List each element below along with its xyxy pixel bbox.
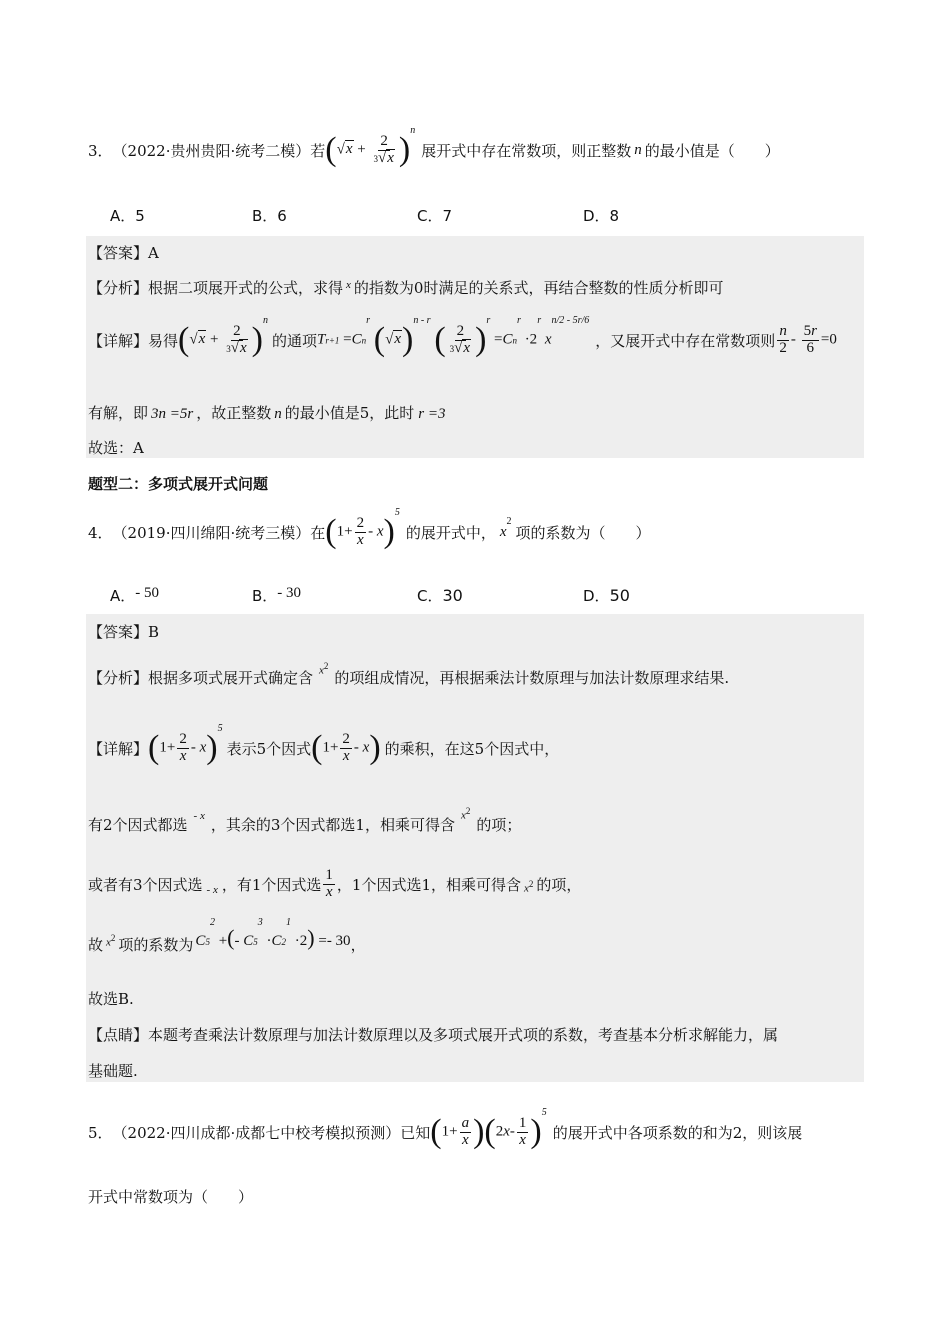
q4-detail-a: 【详解】	[88, 739, 149, 758]
section-title: 题型二：多项式展开式问题	[88, 475, 269, 493]
q4-polynomial-formula: (1+ $\frac{2}{x}$ - x)$^5$	[325, 507, 400, 550]
q4-option-a-label: A．	[110, 587, 136, 605]
q4-line-b-frac: $\frac{1}{x}$	[325, 866, 333, 900]
q4-answer: 【答案】B	[88, 623, 160, 641]
q4-option-d-value: 50	[609, 586, 630, 605]
q4-detail	[88, 718, 559, 778]
q3-detail-tail: ，又展开式中存在常数项则	[595, 331, 776, 350]
q4-option-d[interactable]	[583, 585, 630, 606]
q4-source: （2019·四川绵阳·统考三模）在	[112, 523, 326, 542]
q3-source: （2022·贵州贵阳·统考二模）若	[112, 141, 326, 160]
q3-stem-after: 展开式中存在常数项，则正整数	[421, 141, 632, 160]
q4-option-c-value: 30	[442, 586, 463, 605]
q4-analysis-a: 【分析】根据多项式展开式确定含	[88, 668, 314, 687]
q4-line-a2: ，其余的3个因式都选1，相乘可得含	[210, 815, 455, 834]
q4-number: 4．	[88, 523, 113, 542]
q3-detail	[88, 312, 837, 368]
q4-line-b2: ，有1个因式选	[221, 875, 322, 894]
q3-analysis-x: x	[346, 279, 351, 291]
q3-stem-tail: 的最小值是（ ）	[644, 141, 780, 160]
q4-stem-tail: 项的系数为（ ）	[515, 523, 651, 542]
q3-option-d[interactable]: D．8	[583, 207, 620, 225]
q4-option-b-label: B．	[252, 587, 278, 605]
q5-stem-after: 的展开式中各项系数的和为2，则该展	[552, 1123, 803, 1142]
q3-detail-mid: 的通项	[271, 331, 317, 350]
q4-comment-line1: 【点睛】本题考查乘法计数原理与加法计数原理以及多项式展开式项的系数，考查基本分析求解能力，属	[88, 1026, 779, 1044]
q4-stem	[88, 502, 651, 562]
q4-line-c-x2: $x^2$	[106, 933, 116, 949]
q3-option-a[interactable]: A．5	[110, 207, 145, 225]
q3-detail-binomial: (√x + $\frac{2}{3√x}$ )$^n$	[178, 315, 268, 358]
q3-detail-line2	[88, 402, 446, 423]
q3-line2-a: 有解，即	[88, 404, 149, 422]
q3-choose: 故选：A	[88, 439, 144, 457]
q4-detail-c: 的乘积，在这5个因式中，	[384, 739, 560, 758]
q5-stem	[88, 1102, 802, 1162]
q3-eq-3n: 3n =5r	[151, 406, 194, 422]
q4-line-c1: 故	[88, 935, 104, 954]
q4-option-a-value: - 50	[135, 585, 160, 601]
q4-option-c-label: C．	[417, 587, 443, 605]
q3-n-var: n	[634, 141, 642, 158]
q3-analysis-head: 【分析】根据二项展开式的公式，求得	[88, 279, 344, 297]
q5-stem-line2: 开式中常数项为（ ）	[88, 1188, 254, 1206]
q4-choose: 故选B.	[88, 990, 134, 1008]
q3-general-term-formula: $Tr+1 =Cn^r$ $(√x)^{n - r}$ ( $\frac{2}{3√x}$ )$^r =Cn^r \cdot 2^r$ $x^{n/2 - 5r/6}$	[316, 315, 590, 358]
q3-option-b[interactable]: B．6	[252, 207, 287, 225]
q4-comment-line2: 基础题.	[88, 1062, 138, 1080]
q4-option-c[interactable]	[417, 585, 463, 606]
q4-detail-formula-1: (1+ $\frac{2}{x}$ - x)$^5$	[148, 723, 223, 766]
q4-line-a-x2: $x^2$	[460, 806, 471, 822]
q3-binomial-formula: (√x + $\frac{2}{3√x}$ )$^n$	[325, 125, 416, 168]
q3-exponent-equation: $\frac{n}{2}$ - $\frac{5r}{6}$ =0	[779, 322, 837, 356]
q4-line-b-minus-x: - x	[206, 884, 218, 896]
q5-source: （2022·四川成都·成都七中校考模拟预测）已知	[112, 1123, 431, 1142]
q3-analysis-tail: 的指数为0时满足的关系式，再结合整数的性质分析即可	[353, 279, 724, 297]
q4-line-b1: 或者有3个因式选	[88, 875, 203, 894]
q4-option-b-value: - 30	[277, 585, 302, 601]
q4-option-b[interactable]	[252, 585, 301, 606]
q4-line-b-x2: $x^2$	[524, 879, 534, 895]
q5-number: 5．	[88, 1123, 113, 1142]
q4-x2-term: $x^2$	[499, 515, 512, 540]
q4-line-c2: 项的系数为	[118, 935, 194, 954]
q4-stem-after: 的展开式中，	[405, 523, 496, 542]
q4-line-b	[88, 862, 581, 906]
q4-analysis	[88, 662, 729, 692]
q4-coefficient-formula: $C5^2$ +(- $C5^3 \cdot C2^1 \cdot 2) =- 30$	[195, 917, 351, 950]
q3-line2-n: n	[274, 406, 282, 422]
q4-line-b3: ，1个因式选1，相乘可得含	[336, 875, 521, 894]
q3-line2-c: 的最小值是5，此时	[284, 404, 415, 422]
q3-analysis	[88, 277, 723, 298]
q5-product-formula: (1+ $\frac{a}{x}$ )(2x- $\frac{1}{x}$ )$^5$	[430, 1107, 547, 1150]
q4-detail-formula-2: (1+ $\frac{2}{x}$ - x)	[311, 729, 381, 766]
q4-line-a-minus-x: - x	[193, 810, 205, 822]
q3-detail-head: 【详解】易得	[88, 331, 179, 350]
q4-line-c	[88, 917, 366, 964]
q3-number: 3．	[88, 141, 113, 160]
q3-stem	[88, 120, 780, 180]
q3-line2-b: ，故正整数	[196, 404, 272, 422]
q4-detail-b: 表示5个因式	[226, 739, 312, 758]
q4-analysis-b: 的项组成情况，再根据乘法计数原理与加法计数原理求结果.	[334, 668, 730, 687]
q4-line-a	[88, 806, 521, 842]
q4-analysis-x2: $x^2$	[319, 661, 329, 677]
q3-option-c[interactable]: C．7	[417, 207, 453, 225]
q4-line-b4: 的项，	[536, 875, 582, 894]
q4-line-a1: 有2个因式都选	[88, 815, 188, 834]
q4-option-d-label: D．	[583, 587, 610, 605]
q3-answer: 【答案】A	[88, 244, 159, 262]
q4-result: - 30	[326, 933, 351, 949]
q4-option-a[interactable]	[110, 585, 159, 606]
q4-line-a3: 的项；	[476, 815, 522, 834]
q4-line-c3: ，	[350, 935, 366, 954]
q3-eq-r: r =3	[418, 406, 446, 422]
